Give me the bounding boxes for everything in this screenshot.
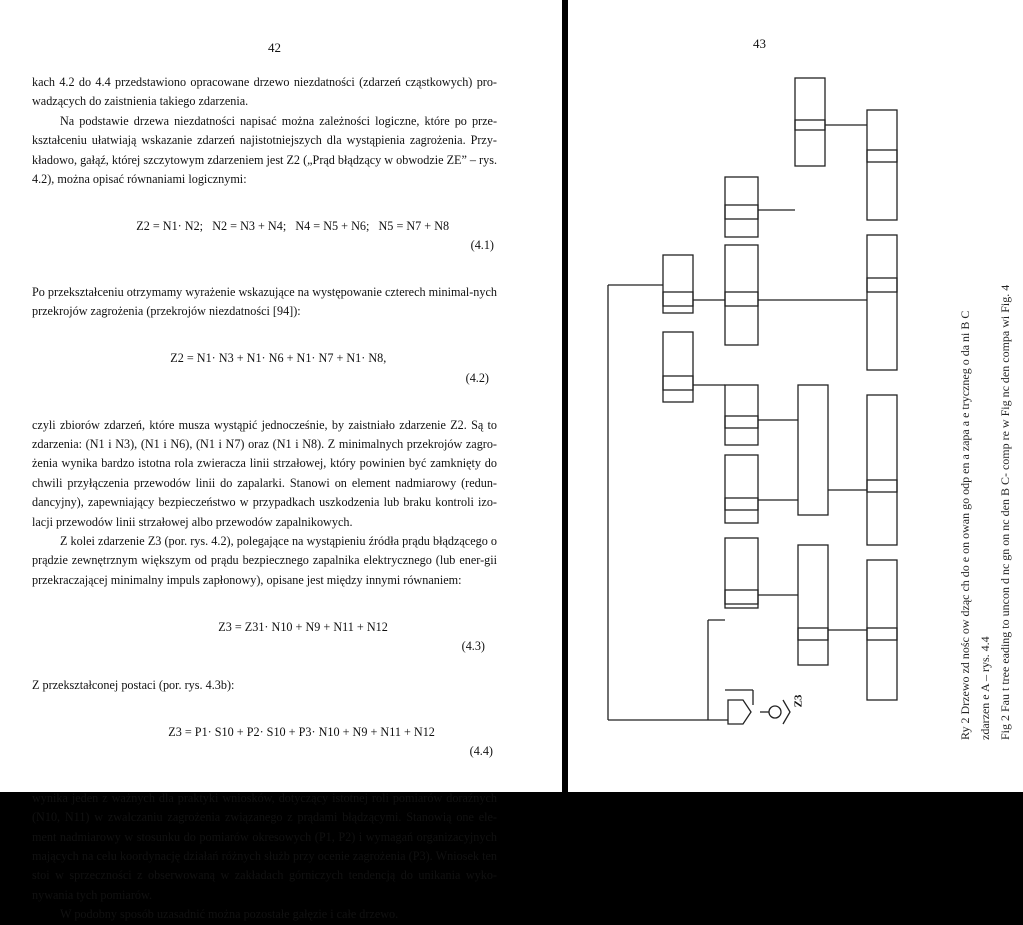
- equation-4-1-label: (4.1): [470, 238, 494, 253]
- caption-line-1: Ry 2 Drzewo zd nośc ow dząc ch do e on owan go odp en a zapa a e tryczneg o da ni B C: [958, 310, 972, 740]
- equation-4-3: [32, 598, 497, 676]
- paragraph-6: Z przekształconej postaci (por. rys. 4.3b):: [32, 677, 235, 692]
- figure-caption: [956, 40, 1023, 740]
- equation-4-4-text: Z3 = P1· S10 + P2· S10 + P3· N10 + N9 + N11 + N12: [168, 724, 435, 739]
- caption-line-2: zdarzen e A – rys. 4.4: [978, 636, 992, 740]
- equation-4-2: [32, 330, 497, 408]
- paragraph-5: Z kolei zdarzenie Z3 (por. rys. 4.2), polegające na wystąpieniu źródła prądu błądzącego o prądzie zewnętrznym większym od prądu bezpiecznego zapalnika elektrycznego (lub ener-gii przekraczającej minimalny impuls zapłonowy), opisane jest między innymi równaniem:: [32, 533, 497, 587]
- z3-label: Z3: [792, 694, 805, 708]
- equation-4-1: [32, 197, 497, 275]
- body-text: [32, 73, 497, 925]
- equation-4-4-label: (4.4): [469, 744, 493, 758]
- equation-4-4: [32, 703, 497, 781]
- equation-4-2-text: Z2 = N1· N3 + N1· N6 + N1· N7 + N1· N8,: [170, 351, 387, 366]
- page-number-right: 43: [753, 36, 766, 51]
- paragraph-2: Na podstawie drzewa niezdatności napisać można zależności logiczne, które po prze-kształceniu ułatwiają wskazanie zdarzeń najistotniejszych dla wystąpienia zagrożenia. Przy-kładowo, gałąź, której szczytowym zdarzeniem jest Z2 („Prąd błądzący w obwodzie ZE” – rys. 4.2), można opisać równaniami logicznymi:: [32, 113, 497, 187]
- page-number-left: 42: [268, 40, 281, 55]
- equation-4-3-label: (4.3): [461, 638, 485, 653]
- paragraph-8: W podobny sposób uzasadnić można pozostałe gałęzie i całe drzewo.: [60, 907, 399, 922]
- paragraph-1: kach 4.2 do 4.4 przedstawiono opracowane drzewo niezdatności (zdarzeń cząstkowych) pro-wadzących do zaistnienia takiego zdarzenia.: [32, 75, 497, 109]
- fault-tree-diagram: [568, 0, 953, 792]
- paragraph-3: Po przekształceniu otrzymamy wyrażenie wskazujące na występowanie czterech minimal-nych przekrojów zagrożenia (przekrojów niezdatności [94]):: [32, 285, 497, 319]
- paragraph-7: wynika jeden z ważnych dla praktyki wniosków, dotyczący istotnej roli pomiarów doraźnych (N10, N11) w zwalczaniu zagrożenia związanego z prądami błądzącymi. Stanowią one ele-ment nadmiarowy w stosunku do pomiarów okresowych (P1, P2) i wymagań organizacyjnych mających na celu koordynację działań różnych służb przy ocenie zagrożenia (P3). Wniosek ten stoi w sprzeczności z obserwowaną w zakładach górniczych tendencją do unikania wyko-nywania tych pomiarów.: [32, 790, 497, 902]
- paragraph-4: czyli zbiorów zdarzeń, które musza wystąpić jednocześnie, by zaistniało zdarzenie Z2. Są to zdarzenia: (N1 i N3), (N1 i N6), (N1 i N7) oraz (N1 i N8). Z minimalnych przekrojów zagro-żenia wynika bardzo istotna rola zwieracza linii strzałowej, który powinien być zamknięty do chwili przyłączenia przewodów linii do zapalarki. Stanowi on element nadmiarowy (redun-dancyjny), zapewniający bezpieczeństwo w przypadkach uszkodzenia lub braku kontroli izo-lacji przewodów linii strzałowej albo przewodów zapalnikowych.: [32, 417, 497, 529]
- equation-4-3-text: Z3 = Z31· N10 + N9 + N11 + N12: [218, 619, 388, 634]
- equation-4-1-text: Z2 = N1· N2; N2 = N3 + N4; N4 = N5 + N6; N5 = N7 + N8: [136, 218, 450, 233]
- equation-4-2-label: (4.2): [465, 370, 489, 385]
- caption-line-3: Fig 2 Fau t tree eading to uncon d nc gn on nc den B C- comp re w Fig nc den compa wi Fig. 4: [998, 284, 1012, 740]
